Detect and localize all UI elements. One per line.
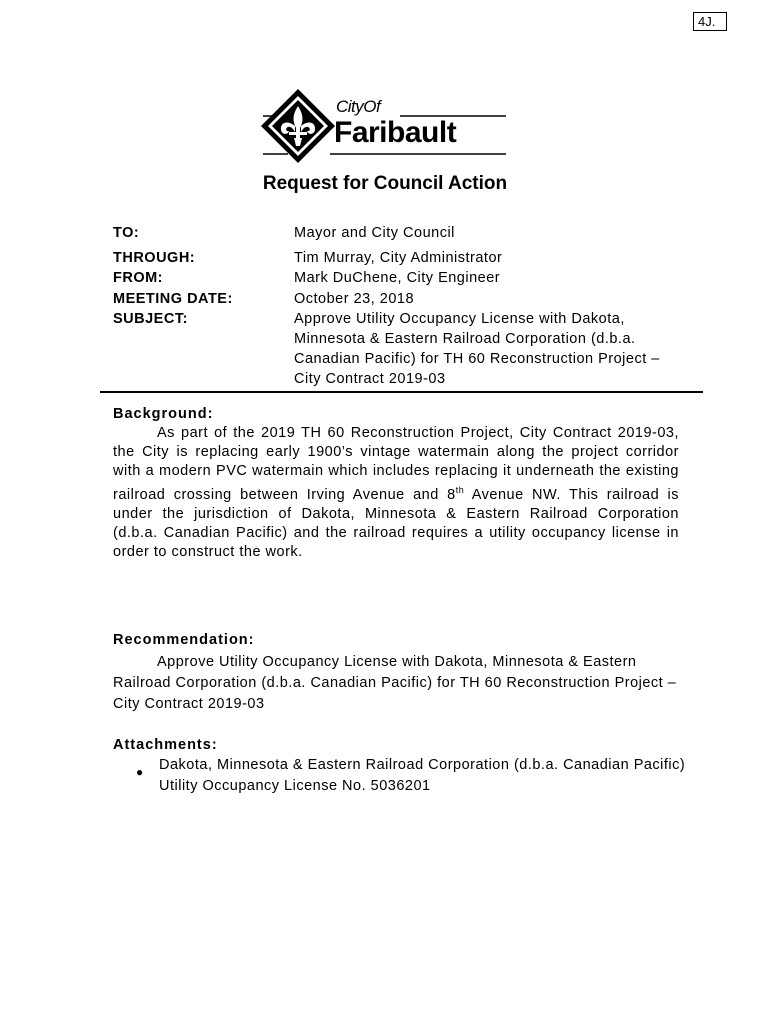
attachments-heading: Attachments: — [113, 737, 218, 753]
background-ordinal-suffix: th — [455, 485, 465, 495]
recommendation-paragraph — [113, 652, 679, 715]
meeting-date-label: MEETING DATE: — [113, 291, 233, 307]
background-text-part1: As part of the 2019 TH 60 Reconstruction Project, City Contract 2019-03, the City is replacing early 1900’s vintage watermain along the project corridor with a modern PVC watermain which includes replacing it underneath the existing railroad crossing between Irving Avenue and 8 — [113, 425, 679, 503]
to-value: Mayor and City Council — [294, 225, 455, 241]
header-divider — [100, 391, 703, 393]
document-title: Request for Council Action — [262, 173, 508, 194]
subject-label: SUBJECT: — [113, 311, 188, 327]
through-value: Tim Murray, City Administrator — [294, 250, 503, 266]
to-label: TO: — [113, 225, 140, 241]
meeting-date-value: October 23, 2018 — [294, 291, 415, 307]
attachment-item: Dakota, Minnesota & Eastern Railroad Corporation (d.b.a. Canadian Pacific) Utility Occupancy License No. 5036201 — [159, 757, 686, 794]
logo-city-name: Faribault — [334, 116, 457, 149]
memo-header — [113, 223, 693, 393]
through-label: THROUGH: — [113, 250, 196, 266]
logo-city-of-text: CityOf — [336, 97, 381, 116]
subject-value: Approve Utility Occupancy License with Dakota, Minnesota & Eastern Railroad Corporation (d.b.a. Canadian Pacific) for TH 60 Reconstruction Project – City Contract 2019-03 — [294, 311, 660, 387]
background-text-part2: Avenue NW. This railroad is under the jurisdiction of Dakota, Minnesota & Eastern Railroad Corporation (d.b.a. Canadian Pacific) and the railroad requires a utility occupancy license in order to construct the work. — [113, 486, 679, 560]
background-paragraph — [113, 424, 679, 562]
agenda-item-tag: 4J. — [693, 12, 727, 31]
bullet-icon: ● — [136, 765, 144, 779]
city-logo — [258, 86, 508, 172]
recommendation-text: Approve Utility Occupancy License with Dakota, Minnesota & Eastern Railroad Corporation (d.b.a. Canadian Pacific) for TH 60 Reconstruction Project – City Contract 2019-03 — [113, 654, 677, 712]
recommendation-heading: Recommendation: — [113, 632, 255, 648]
from-value: Mark DuChene, City Engineer — [294, 270, 501, 286]
from-label: FROM: — [113, 270, 164, 286]
background-heading: Background: — [113, 406, 214, 422]
